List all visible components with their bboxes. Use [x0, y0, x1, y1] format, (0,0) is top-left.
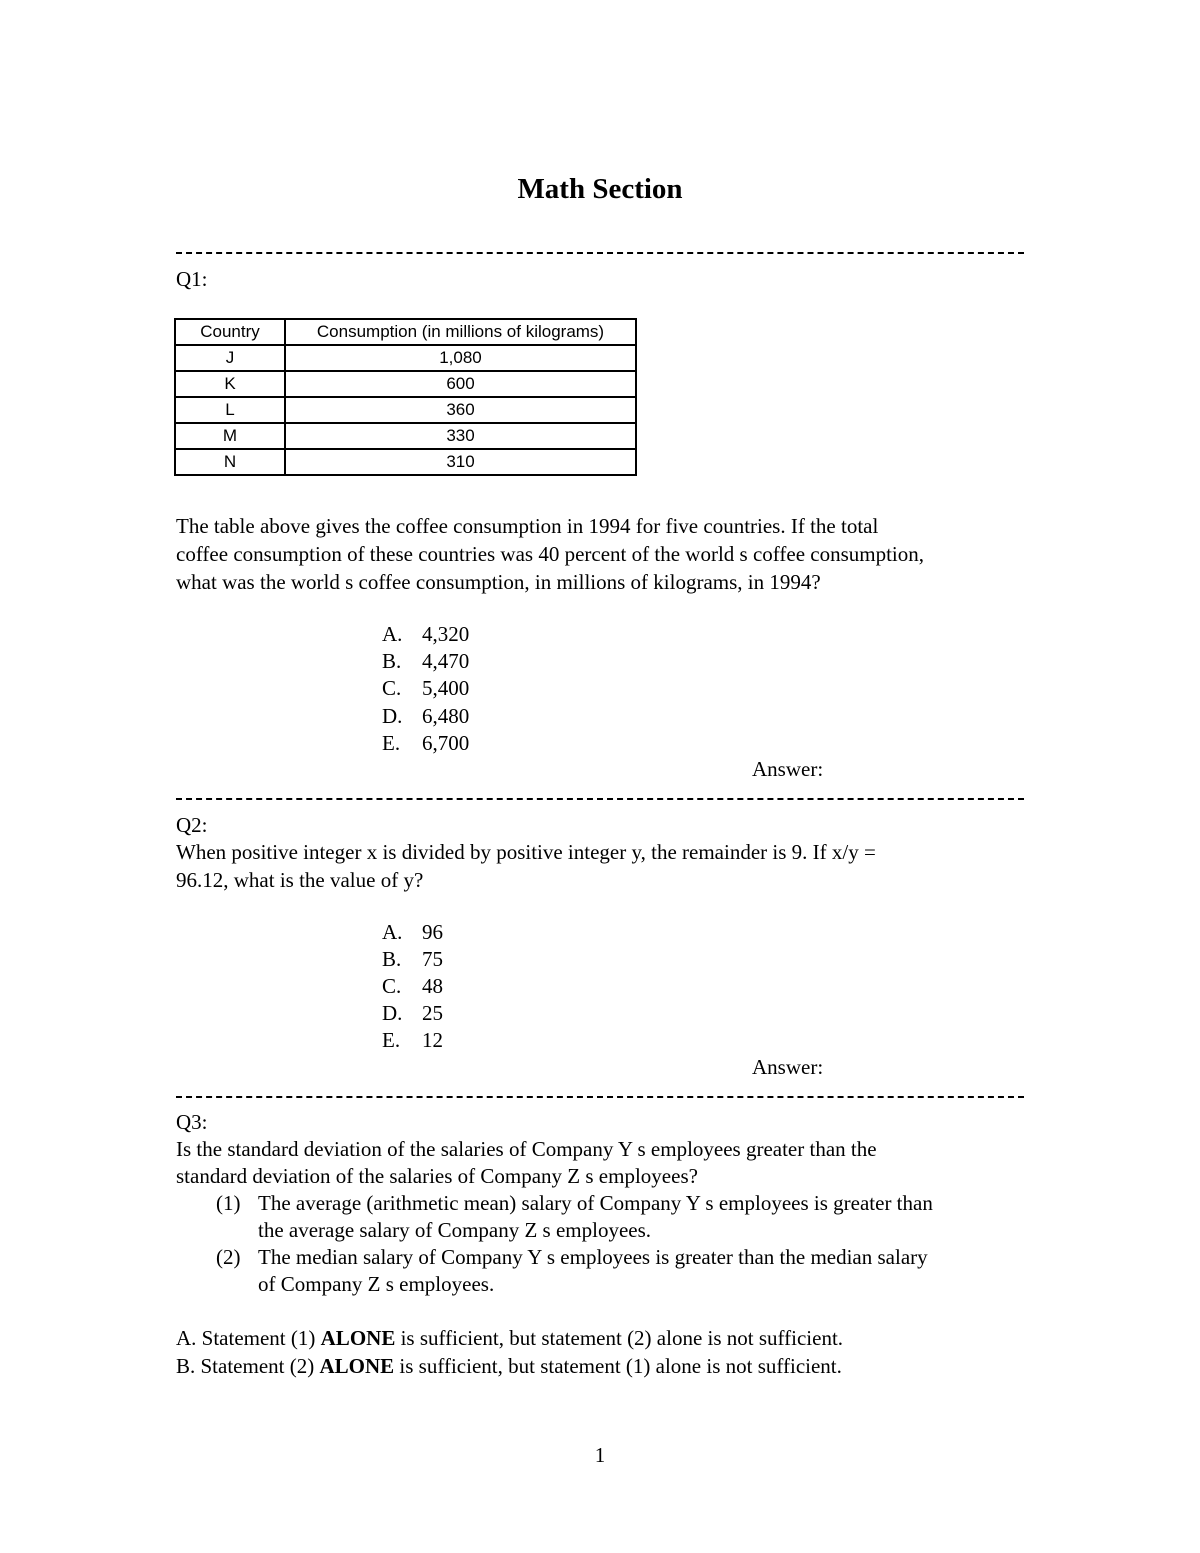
answer-choice [382, 946, 443, 973]
choice-value: 5,400 [422, 676, 470, 700]
choice-value: 4,470 [422, 649, 470, 673]
statement-line: The median salary of Company Y s employees is greater than the median salary [258, 1245, 928, 1269]
answer-choice [382, 675, 469, 702]
choice-letter: C. [382, 974, 402, 998]
question-2-text-line: 96.12, what is the value of y? [176, 868, 424, 892]
question-2-label: Q2: [176, 813, 208, 837]
table-header-row [175, 319, 636, 345]
question-1-label: Q1: [176, 267, 208, 291]
table-cell-consumption: 310 [285, 449, 636, 475]
choice-value: 6,700 [422, 731, 470, 755]
choice-letter: E. [382, 731, 401, 755]
option-text: is sufficient, but statement (2) alone is not sufficient. [395, 1326, 844, 1350]
statement-number: (2) [216, 1245, 241, 1269]
table-cell-consumption: 1,080 [285, 345, 636, 371]
answer-choice [382, 730, 469, 757]
statement-line: the average salary of Company Z s employees. [258, 1218, 652, 1242]
answer-label: Answer: [752, 1055, 824, 1079]
choice-value: 48 [422, 974, 443, 998]
table-cell-country: M [175, 423, 285, 449]
choice-letter: D. [382, 1001, 403, 1025]
option-text: A. Statement (1) [176, 1326, 321, 1350]
page-title: Math Section [517, 173, 683, 205]
statement-line: of Company Z s employees. [258, 1272, 495, 1296]
answer-choice [382, 648, 469, 675]
table-row [175, 345, 636, 371]
choice-letter: E. [382, 1028, 401, 1052]
answer-choice [382, 1000, 443, 1027]
option-emphasis: ALONE [320, 1326, 396, 1350]
choice-letter: B. [382, 649, 402, 673]
choice-letter: B. [382, 947, 402, 971]
table-cell-country: J [175, 345, 285, 371]
question-3-label: Q3: [176, 1110, 208, 1134]
table-header-country: Country [175, 319, 285, 345]
separator-line [176, 1096, 1024, 1098]
table-cell-country: L [175, 397, 285, 423]
table-cell-country: N [175, 449, 285, 475]
statement-number: (1) [216, 1191, 241, 1215]
answer-choice [382, 919, 443, 946]
choice-value: 96 [422, 920, 443, 944]
choice-letter: C. [382, 676, 402, 700]
table-row [175, 449, 636, 475]
sufficiency-option [176, 1352, 842, 1380]
choice-value: 75 [422, 947, 443, 971]
option-emphasis: ALONE [319, 1354, 395, 1378]
choice-value: 12 [422, 1028, 443, 1052]
choice-letter: A. [382, 920, 403, 944]
table-cell-consumption: 360 [285, 397, 636, 423]
question-3-text-line: standard deviation of the salaries of Company Z s employees? [176, 1164, 698, 1188]
coffee-consumption-table [174, 318, 637, 476]
table-cell-consumption: 600 [285, 371, 636, 397]
table-cell-country: K [175, 371, 285, 397]
question-1-text-line: coffee consumption of these countries was 40 percent of the world s coffee consumption, [176, 542, 925, 566]
choice-value: 6,480 [422, 704, 470, 728]
question-1-text-line: what was the world s coffee consumption, in millions of kilograms, in 1994? [176, 570, 821, 594]
question-3-text-line: Is the standard deviation of the salaries of Company Y s employees greater than the [176, 1137, 877, 1161]
answer-choice [382, 973, 443, 1000]
table-cell-consumption: 330 [285, 423, 636, 449]
choice-letter: D. [382, 704, 403, 728]
choice-letter: A. [382, 622, 403, 646]
statement-line: The average (arithmetic mean) salary of Company Y s employees is greater than [258, 1191, 933, 1215]
page-number: 1 [594, 1443, 606, 1467]
answer-choice [382, 1027, 443, 1054]
question-2-text-line: When positive integer x is divided by positive integer y, the remainder is 9. If x/y = [176, 840, 876, 864]
answer-label: Answer: [752, 757, 824, 781]
answer-choice [382, 621, 469, 648]
table-row [175, 423, 636, 449]
table-row [175, 371, 636, 397]
option-text: B. Statement (2) [176, 1354, 320, 1378]
option-text: is sufficient, but statement (1) alone is not sufficient. [394, 1354, 842, 1378]
table-header-consumption: Consumption (in millions of kilograms) [285, 319, 636, 345]
sufficiency-option [176, 1324, 843, 1352]
separator-line [176, 798, 1024, 800]
choice-value: 4,320 [422, 622, 470, 646]
choice-value: 25 [422, 1001, 443, 1025]
table-row [175, 397, 636, 423]
separator-line [176, 252, 1024, 254]
question-1-text-line: The table above gives the coffee consumption in 1994 for five countries. If the total [176, 514, 879, 538]
answer-choice [382, 703, 469, 730]
